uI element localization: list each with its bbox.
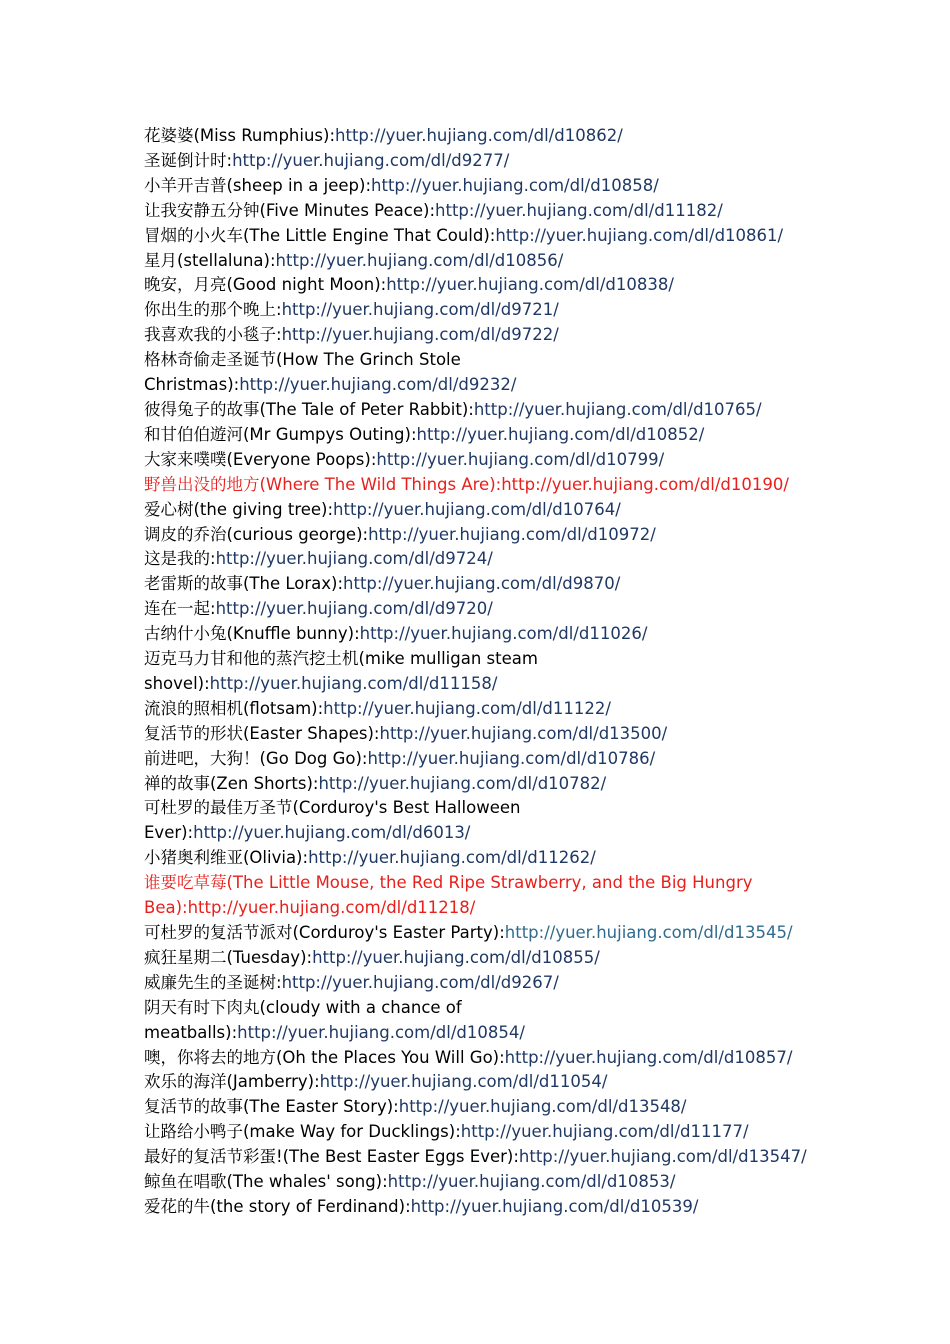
- book-entry: [144, 846, 804, 871]
- download-link[interactable]: http://yuer.hujiang.com/dl/d10853/: [387, 1172, 676, 1192]
- book-title: 花婆婆(Miss Rumphius):: [144, 126, 336, 145]
- download-link[interactable]: http://yuer.hujiang.com/dl/d13500/: [379, 723, 668, 743]
- download-link[interactable]: http://yuer.hujiang.com/dl/d13548/: [398, 1097, 687, 1117]
- entry-line: [144, 672, 804, 697]
- download-link[interactable]: http://yuer.hujiang.com/dl/d10972/: [368, 524, 656, 544]
- entry-line: [144, 622, 804, 647]
- book-entry: [144, 199, 804, 224]
- entry-line: [144, 323, 804, 348]
- book-title: 前进吧，大狗！(Go Dog Go):: [144, 748, 368, 768]
- book-title: 疯狂星期二(Tuesday):: [144, 947, 313, 967]
- entry-line: [144, 1046, 804, 1071]
- book-title: 这是我的:: [144, 549, 216, 569]
- book-title: 冒烟的小火车(The Little Engine That Could):: [144, 225, 496, 245]
- book-entry: [144, 1095, 804, 1120]
- book-title: 迈克马力甘和他的蒸汽挖土机(mike mulligan steam: [144, 649, 538, 669]
- book-title: 野兽出没的地方(Where The Wild Things Are):: [144, 474, 502, 494]
- book-entry: [144, 298, 804, 323]
- book-entry: [144, 1170, 804, 1195]
- download-link[interactable]: http://yuer.hujiang.com/dl/d9721/: [281, 300, 559, 320]
- book-entry: [144, 273, 804, 298]
- entry-line: [144, 946, 804, 971]
- entry-line: [144, 149, 804, 174]
- book-title: 我喜欢我的小毯子:: [144, 325, 282, 345]
- entry-line: [144, 298, 804, 323]
- book-entry: [144, 174, 804, 199]
- book-entry: [144, 996, 804, 1046]
- download-link[interactable]: http://yuer.hujiang.com/dl/d9232/: [239, 375, 517, 395]
- book-entry: [144, 323, 804, 348]
- download-link[interactable]: http://yuer.hujiang.com/dl/d13547/: [518, 1147, 807, 1167]
- book-entry: [144, 647, 804, 697]
- entry-line: [144, 996, 804, 1021]
- book-entry: [144, 747, 804, 772]
- book-entry: [144, 971, 804, 996]
- download-link[interactable]: http://yuer.hujiang.com/dl/d11158/: [209, 673, 498, 693]
- entry-line: [144, 448, 804, 473]
- book-title: 欢乐的海洋(Jamberry):: [144, 1072, 320, 1092]
- download-link[interactable]: http://yuer.hujiang.com/dl/d10852/: [416, 424, 705, 444]
- book-title: 你出生的那个晚上:: [144, 300, 282, 320]
- entry-line: [144, 747, 804, 772]
- entry-line: [144, 523, 804, 548]
- download-link[interactable]: http://yuer.hujiang.com/dl/d11182/: [435, 200, 723, 220]
- download-link[interactable]: http://yuer.hujiang.com/dl/d11218/: [187, 898, 476, 918]
- entry-line: [144, 398, 804, 423]
- download-link[interactable]: http://yuer.hujiang.com/dl/d10856/: [275, 250, 564, 270]
- entry-line: [144, 647, 804, 672]
- download-link[interactable]: http://yuer.hujiang.com/dl/d10782/: [318, 773, 607, 793]
- download-link[interactable]: http://yuer.hujiang.com/dl/d10786/: [367, 748, 656, 768]
- entry-line: [144, 224, 804, 249]
- entry-line: [144, 124, 804, 149]
- book-title: 阴天有时下肉丸(cloudy with a chance of: [144, 997, 462, 1017]
- download-link[interactable]: http://yuer.hujiang.com/dl/d9870/: [343, 574, 621, 594]
- entry-line: [144, 249, 804, 274]
- entry-line: [144, 1120, 804, 1145]
- book-title: 星月(stellaluna):: [144, 250, 276, 270]
- download-link[interactable]: http://yuer.hujiang.com/dl/d11122/: [323, 698, 611, 718]
- entry-line: [144, 796, 804, 821]
- book-title: 谁要吃草莓(The Little Mouse, the Red Ripe Strawberry, and the Big Hungry: [144, 873, 753, 893]
- book-entry: [144, 597, 804, 622]
- book-title: 连在一起:: [144, 599, 216, 619]
- entry-line: [144, 722, 804, 747]
- download-link[interactable]: http://yuer.hujiang.com/dl/d10838/: [386, 275, 674, 295]
- book-title: 让我安静五分钟(Five Minutes Peace):: [144, 200, 436, 220]
- entry-line: [144, 373, 804, 398]
- book-entry: [144, 398, 804, 423]
- book-entry: [144, 1195, 804, 1220]
- book-title: 威廉先生的圣诞树:: [144, 972, 282, 992]
- entry-line: [144, 423, 804, 448]
- entry-line: [144, 572, 804, 597]
- entry-line: [144, 498, 804, 523]
- book-entry: [144, 1120, 804, 1145]
- book-entry: [144, 348, 804, 398]
- book-title: 让路给小鸭子(make Way for Ducklings):: [144, 1122, 461, 1142]
- book-title: 复活节的故事(The Easter Story):: [144, 1097, 399, 1117]
- book-title: shovel):: [144, 673, 210, 693]
- book-entry: [144, 622, 804, 647]
- entry-line: [144, 174, 804, 199]
- entry-line: [144, 199, 804, 224]
- book-link-list: [144, 124, 807, 1220]
- download-link[interactable]: http://yuer.hujiang.com/dl/d10862/: [335, 126, 623, 145]
- download-link[interactable]: http://yuer.hujiang.com/dl/d11054/: [319, 1072, 608, 1092]
- book-title: 老雷斯的故事(The Lorax):: [144, 574, 344, 594]
- book-entry: [144, 1070, 804, 1095]
- download-link[interactable]: http://yuer.hujiang.com/dl/d10854/: [237, 1022, 525, 1042]
- book-entry: [144, 423, 804, 448]
- download-link[interactable]: http://yuer.hujiang.com/dl/d10855/: [312, 947, 600, 967]
- book-entry: [144, 473, 804, 498]
- book-title: 噢，你将去的地方(Oh the Places You Will Go):: [144, 1047, 505, 1067]
- entry-line: [144, 1070, 804, 1095]
- book-title: 和甘伯伯遊河(Mr Gumpys Outing):: [144, 424, 417, 444]
- book-entry: [144, 921, 804, 946]
- entry-line: [144, 971, 804, 996]
- entry-line: [144, 821, 804, 846]
- book-entry: [144, 547, 804, 572]
- book-title: 爱花的牛(the story of Ferdinand):: [144, 1196, 411, 1216]
- book-entry: [144, 697, 804, 722]
- book-entry: [144, 1046, 804, 1071]
- book-title: Bea):: [144, 898, 188, 918]
- book-title: 复活节的形状(Easter Shapes):: [144, 723, 380, 743]
- book-title: 爱心树(the giving tree):: [144, 499, 334, 519]
- book-title: meatballs):: [144, 1022, 238, 1042]
- download-link[interactable]: http://yuer.hujiang.com/dl/d11262/: [308, 848, 596, 868]
- book-entry: [144, 871, 804, 921]
- download-link[interactable]: http://yuer.hujiang.com/dl/d10539/: [410, 1196, 699, 1216]
- book-title: 小猪奥利维亚(Olivia):: [144, 848, 309, 868]
- entry-line: [144, 1195, 804, 1220]
- book-title: 晚安，月亮(Good night Moon):: [144, 275, 387, 295]
- book-title: 流浪的照相机(flotsam):: [144, 698, 324, 718]
- book-entry: [144, 124, 804, 149]
- book-entry: [144, 448, 804, 473]
- download-link[interactable]: http://yuer.hujiang.com/dl/d10861/: [495, 225, 784, 245]
- download-link[interactable]: http://yuer.hujiang.com/dl/d9724/: [215, 549, 493, 569]
- book-title: 古纳什小兔(Knuffle bunny):: [144, 624, 360, 644]
- entry-line: [144, 1170, 804, 1195]
- book-entry: [144, 149, 804, 174]
- book-entry: [144, 946, 804, 971]
- entry-line: [144, 273, 804, 298]
- book-title: 调皮的乔治(curious george):: [144, 524, 369, 544]
- download-link[interactable]: http://yuer.hujiang.com/dl/d11177/: [460, 1122, 749, 1142]
- download-link[interactable]: http://yuer.hujiang.com/dl/d10858/: [371, 175, 659, 195]
- book-entry: [144, 498, 804, 523]
- download-link[interactable]: http://yuer.hujiang.com/dl/d10799/: [376, 449, 665, 469]
- book-entry: [144, 772, 804, 797]
- book-title: Ever):: [144, 823, 194, 843]
- book-entry: [144, 796, 804, 846]
- book-title: 鲸鱼在唱歌(The whales' song):: [144, 1172, 388, 1192]
- entry-line: [144, 896, 804, 921]
- download-link[interactable]: http://yuer.hujiang.com/dl/d9267/: [281, 972, 559, 992]
- entry-line: [144, 1021, 804, 1046]
- download-link[interactable]: http://yuer.hujiang.com/dl/d10765/: [473, 399, 762, 419]
- book-entry: [144, 572, 804, 597]
- entry-line: [144, 1145, 807, 1170]
- book-entry: [144, 224, 804, 249]
- download-link[interactable]: http://yuer.hujiang.com/dl/d10857/: [504, 1047, 793, 1067]
- entry-line: [144, 697, 804, 722]
- entry-line: [144, 473, 804, 498]
- book-entry: [144, 523, 804, 548]
- download-link[interactable]: http://yuer.hujiang.com/dl/d11026/: [359, 624, 648, 644]
- entry-line: [144, 921, 804, 946]
- entry-line: [144, 846, 804, 871]
- download-link[interactable]: http://yuer.hujiang.com/dl/d9277/: [232, 150, 510, 170]
- book-title: 小羊开吉普(sheep in a jeep):: [144, 175, 372, 195]
- download-link[interactable]: http://yuer.hujiang.com/dl/d10190/: [501, 474, 789, 494]
- book-entry: [144, 249, 804, 274]
- book-entry: [144, 1145, 807, 1170]
- book-title: 彼得兔子的故事(The Tale of Peter Rabbit):: [144, 399, 474, 419]
- entry-line: [144, 547, 804, 572]
- entry-line: [144, 772, 804, 797]
- entry-line: [144, 348, 804, 373]
- book-title: Christmas):: [144, 375, 240, 395]
- book-title: 可杜罗的最佳万圣节(Corduroy's Best Halloween: [144, 798, 521, 818]
- entry-line: [144, 1095, 804, 1120]
- download-link[interactable]: http://yuer.hujiang.com/dl/d13545/: [504, 923, 793, 942]
- book-title: 大家来噗噗(Everyone Poops):: [144, 449, 377, 469]
- download-link[interactable]: http://yuer.hujiang.com/dl/d9720/: [215, 599, 493, 619]
- book-title: 格林奇偷走圣诞节(How The Grinch Stole: [144, 350, 461, 370]
- book-entry: [144, 722, 804, 747]
- book-title: 禅的故事(Zen Shorts):: [144, 773, 319, 793]
- book-title: 圣诞倒计时:: [144, 150, 233, 170]
- book-title: 可杜罗的复活节派对(Corduroy's Easter Party):: [144, 923, 505, 942]
- download-link[interactable]: http://yuer.hujiang.com/dl/d9722/: [281, 325, 559, 345]
- entry-line: [144, 871, 804, 896]
- book-title: 最好的复活节彩蛋!(The Best Easter Eggs Ever):: [144, 1147, 519, 1167]
- download-link[interactable]: http://yuer.hujiang.com/dl/d6013/: [193, 823, 471, 843]
- entry-line: [144, 597, 804, 622]
- download-link[interactable]: http://yuer.hujiang.com/dl/d10764/: [333, 499, 621, 519]
